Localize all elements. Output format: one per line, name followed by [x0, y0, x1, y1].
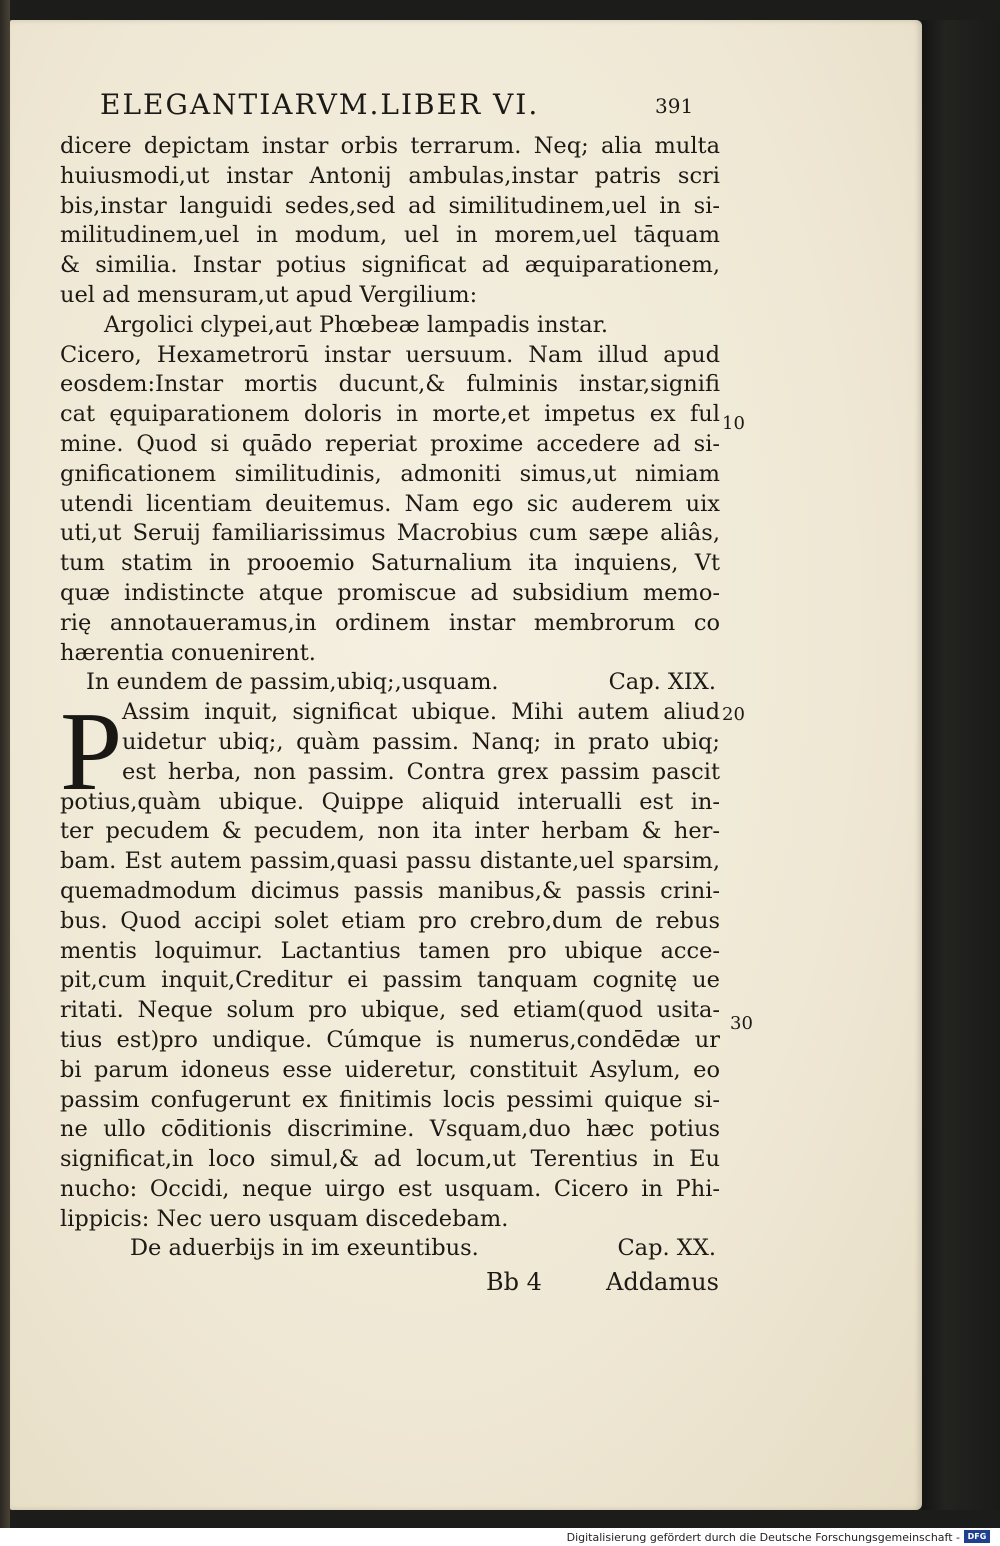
text-line: uel ad mensuram,ut apud Vergilium: [60, 281, 478, 308]
chapter-title: In eundem de passim,ubiq;,usquam. [86, 669, 499, 696]
text-line: bis,instar languidi sedes,sed ad similitudinem,uel in si- [60, 192, 720, 219]
text-line: ne ullo cōditionis discrimine. Vsquam,duo hæc potius [60, 1116, 720, 1143]
text-line: bam. Est autem passim,quasi passu distante,uel sparsim, [60, 848, 720, 875]
text-line: nucho: Occidi, neque uirgo est usquam. Cicero in Phi- [60, 1175, 720, 1202]
text-line: utendi licentiam deuitemus. Nam ego sic auderem uix [60, 490, 720, 517]
chapter-number: Cap. XIX. [608, 669, 716, 696]
text-line: uti,ut Seruij familiarissimus Macrobius cum sæpe aliâs, [60, 520, 720, 547]
text-line: pit,cum inquit,Creditur ei passim tanquam cognitę ue [60, 967, 720, 994]
text-line: dicere depictam instar orbis terrarum. Neq; alia multa [60, 133, 720, 159]
catchword: Addamus [606, 1268, 719, 1296]
text-block [60, 132, 720, 1264]
text-line: bi parum idoneus esse uideretur, constituit Asylum, eo [60, 1056, 720, 1083]
book-right-edge [922, 20, 1000, 1510]
text-line: Assim inquit, significat ubique. Mihi autem aliud [122, 699, 720, 726]
text-line: cat ęquiparationem doloris in morte,et impetus ex ful [60, 401, 720, 428]
drop-cap-initial: P [60, 690, 123, 814]
text-line: uidetur ubiq;, quàm passim. Nanq; in prato ubiq; [122, 728, 720, 755]
text-line: lippicis: Nec uero usquam discedebam. [60, 1205, 509, 1232]
text-line: quemadmodum dicimus passis manibus,& passis crini- [60, 877, 720, 904]
text-line: militudinem,uel in modum, uel in morem,uel tāquam [60, 222, 720, 249]
text-line: tum statim in prooemio Saturnalium ita inquiens, Vt [60, 550, 720, 577]
text-line: quæ indistincte atque promiscue ad subsidium memo- [60, 579, 720, 606]
text-line: eosdem:Instar mortis ducunt,& fulminis instar,signifi [60, 371, 720, 398]
text-line: significat,in loco simul,& ad locum,ut Terentius in Eu [60, 1146, 720, 1173]
text-line: bus. Quod accipi solet etiam pro crebro,dum de rebus [60, 907, 720, 934]
line-number-30: 30 [730, 1013, 753, 1034]
chapter-heading-20 [60, 1234, 720, 1264]
text-line: rię annotaueramus,in ordinem instar membrorum co [60, 609, 720, 636]
line-number-10: 10 [722, 413, 745, 434]
running-head: ELEGANTIARVM.LIBER VI. [100, 88, 540, 121]
chapter-title: De aduerbijs in im exeuntibus. [130, 1235, 479, 1262]
text-line: mine. Quod si quādo reperiat proxime accedere ad si- [60, 430, 720, 457]
text-line: tius est)pro undique. Cúmque is numerus,condēdæ ur [60, 1026, 720, 1053]
text-line: & similia. Instar potius significat ad æquiparationem, [60, 252, 720, 279]
text-line: Cicero, Hexametrorū instar uersuum. Nam illud apud [60, 341, 720, 368]
funding-credit: Digitalisierung gefördert durch die Deutsche Forschungsgemeinschaft - [566, 1531, 960, 1544]
folio-number: 391 [655, 94, 694, 118]
verse-quotation: Argolici clypei,aut Phœbeæ lampadis instar. [104, 311, 609, 338]
text-line: passim confugerunt ex finitimis locis pessimi quique si- [60, 1086, 720, 1113]
text-line: potius,quàm ubique. Quippe aliquid interualli est in- [60, 788, 720, 815]
chapter-heading-19 [60, 668, 720, 698]
text-line: gnificationem similitudinis, admoniti simus,ut nimiam [60, 460, 720, 487]
signature-mark: Bb 4 [486, 1268, 542, 1296]
text-line: ter pecudem & pecudem, non ita inter herbam & her- [60, 818, 720, 845]
text-line: ritati. Neque solum pro ubique, sed etiam(quod usita- [60, 997, 720, 1024]
text-line: mentis loquimur. Lactantius tamen pro ubique acce- [60, 937, 720, 964]
text-line: est herba, non passim. Contra grex passim pascit [122, 758, 720, 785]
book-left-edge [0, 0, 10, 1530]
text-line: hærentia conuenirent. [60, 639, 316, 666]
line-number-20: 20 [722, 704, 745, 725]
dfg-logo: DFG [964, 1530, 990, 1543]
text-line: huiusmodi,ut instar Antonij ambulas,instar patris scri [60, 162, 720, 189]
chapter-number: Cap. XX. [617, 1235, 716, 1262]
